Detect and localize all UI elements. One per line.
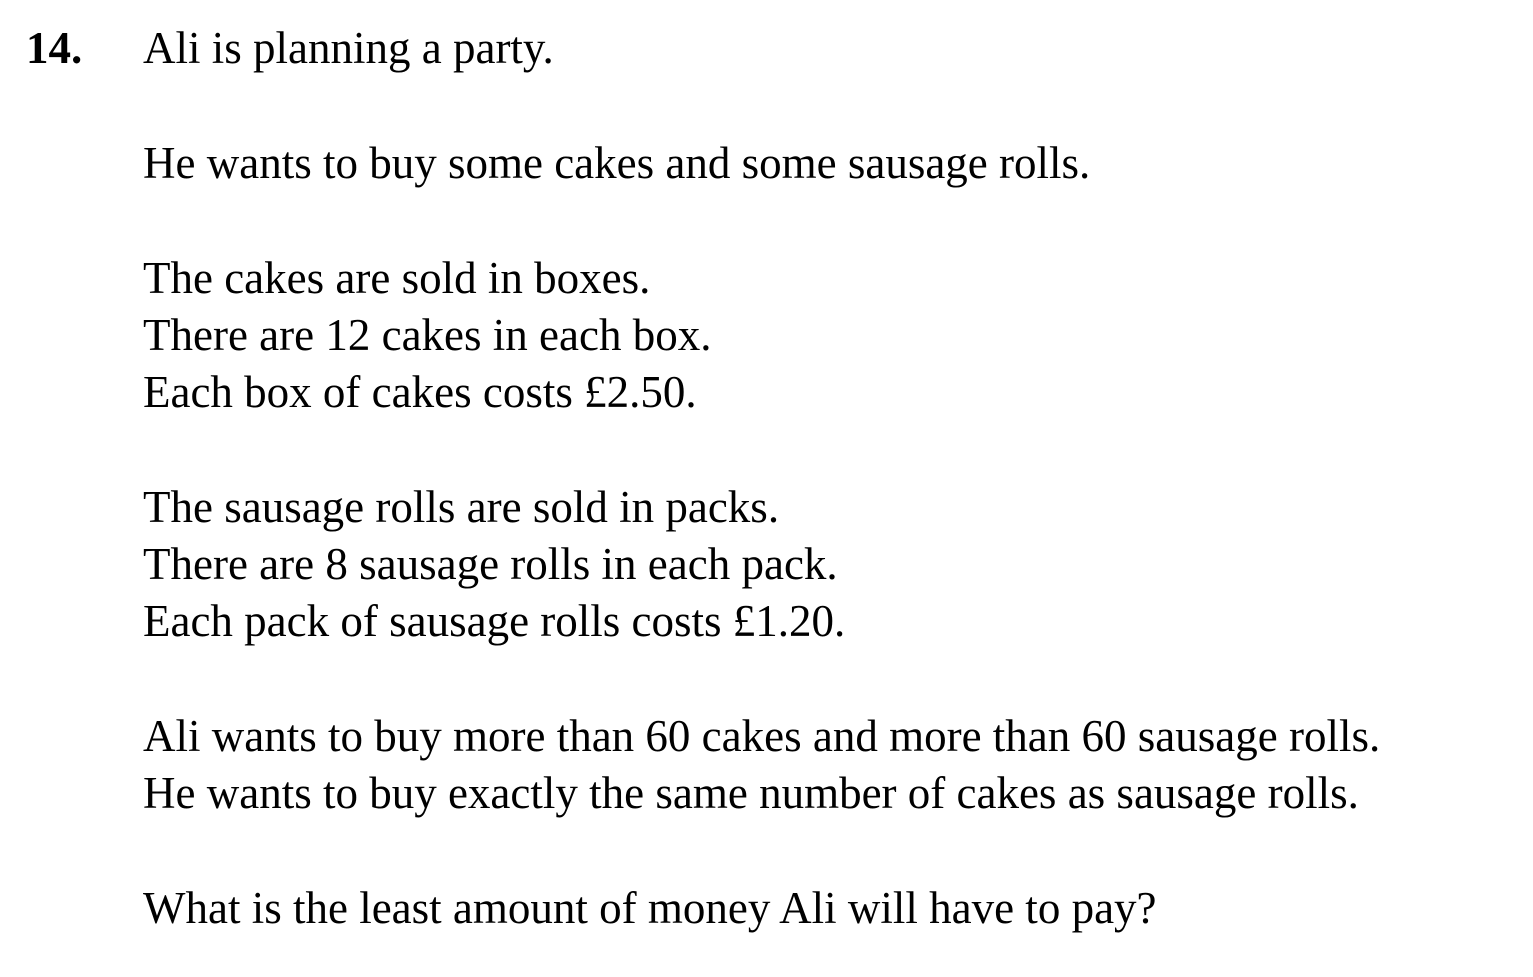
paragraph-items xyxy=(143,135,1528,192)
text-line: There are 8 sausage rolls in each pack. xyxy=(143,539,838,589)
text-line: The cakes are sold in boxes. xyxy=(143,253,651,303)
paragraph-sausage-rolls xyxy=(143,479,1528,650)
paragraph-question xyxy=(143,880,1528,937)
text-line: The sausage rolls are sold in packs. xyxy=(143,482,780,532)
text-line: Ali is planning a party. xyxy=(143,23,554,73)
paragraph-intro xyxy=(143,20,1528,77)
paragraph-conditions xyxy=(143,708,1528,822)
text-line: There are 12 cakes in each box. xyxy=(143,310,712,360)
text-line: He wants to buy some cakes and some sausage rolls. xyxy=(143,138,1091,188)
text-line: Each pack of sausage rolls costs £1.20. xyxy=(143,596,846,646)
question-prompt: What is the least amount of money Ali will have to pay? xyxy=(143,883,1157,933)
text-line: Each box of cakes costs £2.50. xyxy=(143,367,697,417)
question-body xyxy=(143,20,1528,937)
text-line: He wants to buy exactly the same number of cakes as sausage rolls. xyxy=(143,768,1359,818)
text-line: Ali wants to buy more than 60 cakes and more than 60 sausage rolls. xyxy=(143,711,1381,761)
question-number: 14. xyxy=(26,23,83,73)
paragraph-cakes xyxy=(143,250,1528,421)
